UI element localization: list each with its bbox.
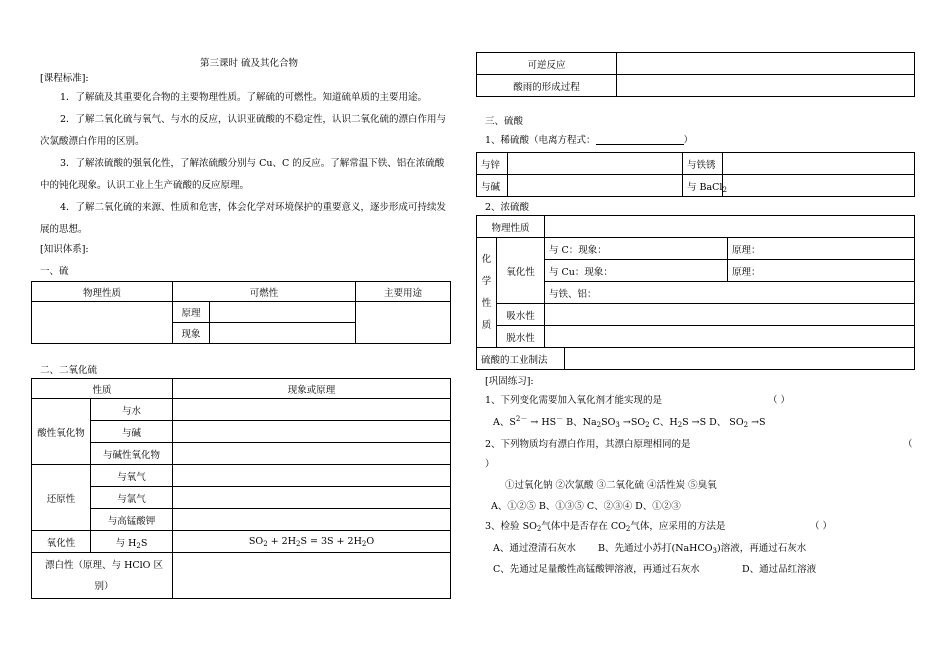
rust-cell [723,153,915,175]
eq-part-a: SO [248,536,264,547]
reducing-label: 还原性 [32,465,91,531]
q1-sub-d: 2 [743,421,749,429]
question-2-paren-close: ） [485,459,495,470]
eq-part-d: O [366,536,375,547]
oxidizing-label: 氧化性 [32,531,91,553]
question-1-options [493,414,766,428]
header-property: 性质 [32,379,173,399]
section-sulfuric-acid: 三、硫酸 [485,116,524,127]
question-1-paren: （ ） [768,395,791,406]
q1-opt-a: A、S [493,417,516,428]
header-combustibility: 可燃性 [173,282,356,302]
q3b-sub: 3 [712,547,717,555]
question-2-paren-open: （ [903,439,913,450]
chem-char-1: 化 [481,253,492,265]
reversible-reaction: 可逆反应 [477,53,617,75]
h2s-prefix: 与 H [115,537,137,549]
carbon-principle: 原理： [728,238,915,260]
standards-heading: [课程标准]: [40,73,89,84]
practice-heading: [巩固练习]: [485,376,534,387]
conc-acid-table [476,215,915,348]
acid-rain-cell [617,75,915,97]
bacl2-sub: 2 [722,185,727,194]
page-title: 第三课时 硫及其化合物 [200,58,299,69]
section-so2: 二、二氧化硫 [40,365,98,376]
question-2-options: A、①②⑤ B、①③⑤ C、②③④ D、①②③ [491,501,681,512]
physical-cell [32,302,173,344]
standard-3-line2: 中的钝化现象。认识工业上生产硫酸的反应原理。 [40,180,250,191]
conc-acid-heading: 2、浓硫酸 [485,202,530,213]
bacl2-text: 与 BaCl [687,181,723,193]
acid-oxide-label: 酸性氧化物 [32,399,91,465]
with-kmno4: 与高锰酸钾 [91,509,173,531]
q3-sub-1: 2 [536,525,542,533]
oxygen-cell [173,465,451,487]
question-3-option-c: C、先通过足量酸性高锰酸钾溶液，再通过石灰水 [493,564,700,575]
question-3-paren: （ ） [810,521,833,532]
water-absorbing-cell [545,304,915,326]
principle-cell [210,302,356,323]
q1-opt-c: C、H [649,417,678,428]
standard-2-line2: 次氯酸漂白作用的区别。 [40,136,145,147]
with-rust: 与铁锈 [683,153,723,175]
industry-table [476,347,915,370]
oxidizing-label: 氧化性 [497,238,545,304]
eq-sub-2: 2 [296,540,301,548]
industrial-cell [565,348,915,370]
question-1: 1、下列变化需要加入氧化剂才能实现的是 [485,395,663,406]
q3b-post: )溶液，再通过石灰水 [716,543,807,554]
with-oxygen: 与氧气 [91,465,173,487]
standard-4-line2: 展的思想。 [40,224,88,235]
dilute-close: ） [683,135,694,146]
uses-cell [356,302,451,344]
zinc-cell [508,153,683,175]
with-carbon: 与 C：现象： [545,238,728,260]
chlorine-cell [173,487,451,509]
standard-4-line1: 4．了解二氧化硫的来源、性质和危害，体会化学对环境保护的重要意义，逐步形成可持续发 [60,202,447,213]
standard-3-line1: 3．了解浓硫酸的强氧化性，了解浓硫酸分别与 Cu、C 的反应。了解常温下铁、铝在浓硫酸 [60,158,445,169]
with-h2s [91,531,173,553]
row-principle: 原理 [173,302,210,323]
water-cell [173,399,451,421]
question-2: 2、下列物质均有漂白作用，其漂白原理相同的是 [485,439,691,450]
question-3-option-d: D、通过品红溶液 [742,564,817,575]
with-water: 与水 [91,399,173,421]
chemical-properties-label [477,238,497,348]
with-bacl2 [683,175,727,197]
row-phenomenon: 现象 [173,323,210,344]
with-base: 与碱 [91,421,173,443]
sulfur-table [31,281,451,344]
water-absorbing: 吸水性 [497,304,545,326]
q3-pre: 3、检验 SO [485,521,537,532]
section-sulfur: 一、硫 [40,266,69,277]
standard-2-line1: 2．了解二氧化硫与氧气、与水的反应，认识亚硫酸的不稳定性，认识二氧化硫的漂白作用与 [60,114,447,125]
q3b-pre: B、先通过小苏打(NaHCO [598,543,713,554]
phenomenon-cell [210,323,356,344]
q1-sup-a2: － [556,415,564,423]
with-zinc: 与锌 [477,153,508,175]
bleaching-cell [173,553,451,599]
with-alkali: 与碱 [477,175,508,197]
q3-mid: 气体中是否存在 CO [541,521,626,532]
with-copper: 与 Cu：现象： [545,260,728,282]
acid-rain-formation: 酸雨的形成过程 [477,75,617,97]
knowledge-heading: [知识体系]: [40,244,89,255]
so2-table [31,378,451,599]
conc-physical-cell [545,216,915,238]
q1-opt-d: →S [748,417,766,428]
eq-part-c: S = 3S + 2H [300,536,362,547]
q1-sup-a: 2－ [515,415,528,423]
bleaching-label: 漂白性（原理、与 HClO 区别） [32,553,173,599]
bacl2-cell [723,175,915,197]
question-3-option-b [598,540,806,554]
q1-opt-b2: SO [601,417,616,428]
so2-h2s-equation [173,531,451,553]
with-chlorine: 与氯气 [91,487,173,509]
q1-sub-b2: 3 [615,421,620,429]
basic-oxide-cell [173,443,451,465]
reversible-cell [617,53,915,75]
chem-char-4: 质 [481,319,492,331]
q1-opt-a2: → HS [527,417,557,428]
q1-opt-c2: S →S D、 SO [682,417,744,428]
dehydrating-cell [545,326,915,348]
dilute-text: 1、稀硫酸（电离方程式： [485,135,596,146]
eq-part-b: + 2H [267,536,296,547]
so2-extra-table [476,52,915,97]
q1-opt-b: B、Na [563,417,597,428]
q1-opt-b3: →SO [619,417,646,428]
eq-sub-3: 2 [361,540,367,548]
with-basic-oxide: 与碱性氧化物 [91,443,173,465]
h2s-suffix: S [140,537,148,549]
h2s-sub: 2 [136,541,141,550]
q1-sub-b3: 2 [645,421,650,429]
chem-char-2: 学 [481,275,492,287]
chem-char-3: 性 [481,297,492,309]
q1-sub-c: 2 [677,421,683,429]
ionization-blank [596,134,684,145]
question-2-items: ①过氧化钠 ②次氯酸 ③二氧化硫 ④活性炭 ⑤臭氧 [505,480,717,491]
kmno4-cell [173,509,451,531]
alkali-cell [508,175,683,197]
eq-sub-1: 2 [263,540,268,548]
industrial-production: 硫酸的工业制法 [477,348,565,370]
question-3 [485,518,725,532]
with-fe-al: 与铁、铝： [545,282,915,304]
dilute-acid-heading [485,132,693,146]
dilute-acid-table [476,152,915,197]
base-cell [173,421,451,443]
q1-sub-b1: 2 [596,421,602,429]
standard-1: 1．了解硫及其重要化合物的主要物理性质。了解硫的可燃性。知道硫单质的主要用途。 [60,92,428,103]
copper-principle: 原理： [728,260,915,282]
header-uses: 主要用途 [356,282,451,302]
question-3-option-a: A、通过澄清石灰水 [493,543,576,554]
q3-post: 气体，应采用的方法是 [630,521,726,532]
header-physical: 物理性质 [32,282,173,302]
conc-physical: 物理性质 [477,216,545,238]
dehydrating: 脱水性 [497,326,545,348]
header-phenomenon: 现象或原理 [173,379,451,399]
q3-sub-2: 2 [625,525,631,533]
